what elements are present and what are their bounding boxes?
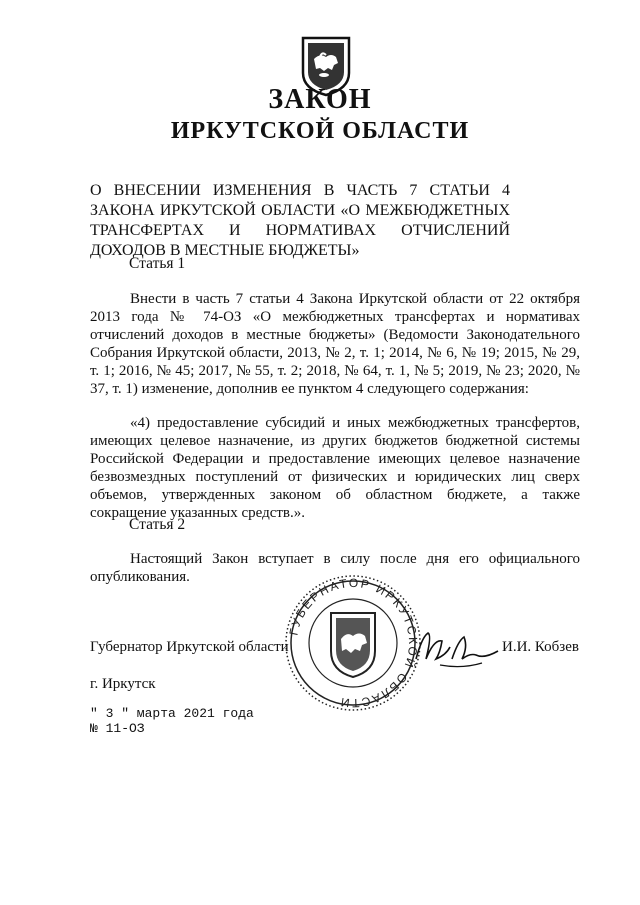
- svg-text:ГУБЕРНАТОР ИРКУТСКОЙ ОБЛАСТИ: ГУБЕРНАТОР ИРКУТСКОЙ ОБЛАСТИ: [286, 575, 421, 711]
- law-heading: О ВНЕСЕНИИ ИЗМЕНЕНИЯ В ЧАСТЬ 7 СТАТЬИ 4 ЗАКОНА ИРКУТСКОЙ ОБЛАСТИ «О МЕЖБЮДЖЕТНЫХ ТРАНСФЕРТАХ И НОРМАТИВАХ ОТЧИСЛЕНИЙ ДОХОДОВ В МЕСТНЫЕ БЮДЖЕТЫ»: [90, 182, 510, 259]
- article-1-paragraph-1: Внести в часть 7 статьи 4 Закона Иркутской области от 22 октября 2013 года № 74-ОЗ «О межбюджетных трансфертах и нормативах отчислений доходов в местные бюджеты» (Ведомости Законодательного Собрания Иркутской области, 2013, № 2, т. 1; 2014, № 6, № 19; 2015, № 29, т. 1; 2016, № 45; 2017, № 55, т. 2; 2018, № 64, т. 1, № 5; 2019, № 23; 2020, № 37, т. 1) изменение, дополнив ее пунктом 4 следующего содержания:: [90, 291, 580, 397]
- article-2-paragraph: Настоящий Закон вступает в силу после дня его официального опубликования.: [90, 551, 580, 585]
- place-of-signing: г. Иркутск: [90, 676, 156, 692]
- official-seal: [283, 573, 423, 713]
- article-2-label: Статья 2: [129, 516, 186, 533]
- article-1-label: Статья 1: [129, 255, 186, 272]
- signatory-name: И.И. Кобзев: [502, 639, 579, 655]
- signatory-position: Губернатор Иркутской области: [90, 639, 289, 655]
- signing-date: " 3 " марта 2021 года: [90, 706, 254, 721]
- law-number: № 11-ОЗ: [90, 721, 145, 736]
- article-1-paragraph-2: «4) предоставление субсидий и иных межбюджетных трансфертов, имеющих целевое назначение, из других бюджетов бюджетной системы Российской Федерации и предоставление имеющих целевое назначение безвозмездных поступлений от физических и юридических лиц сверх объемов, утвержденных законом об областном бюджете, а также сокращение указанных средств.».: [90, 415, 580, 521]
- page-subtitle: ИРКУТСКОЙ ОБЛАСТИ: [170, 118, 470, 144]
- page-title: ЗАКОН: [268, 84, 372, 115]
- handwritten-signature: [412, 625, 502, 673]
